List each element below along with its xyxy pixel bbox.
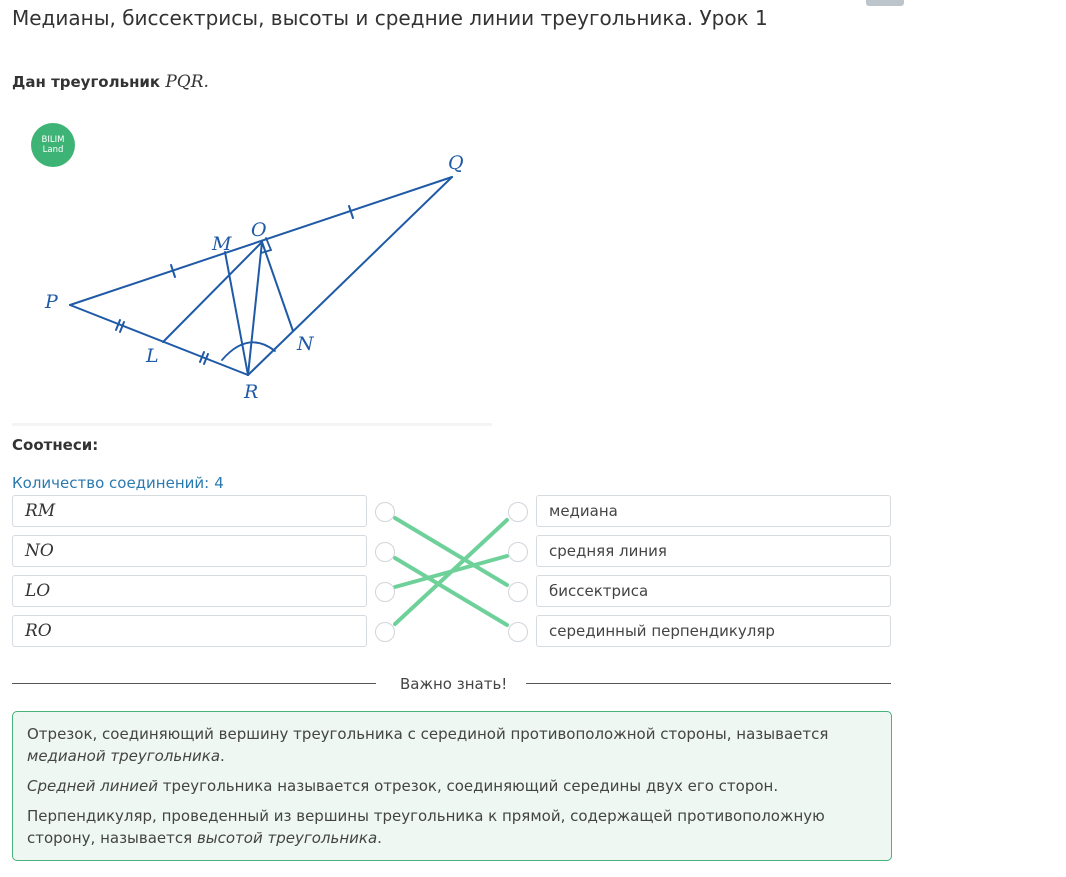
info-p1-term: медианой треугольника <box>27 747 221 765</box>
figure-divider <box>12 423 492 426</box>
connection-no-perpendicular <box>395 558 507 625</box>
info-p1-end: . <box>220 747 225 765</box>
left-item-label: NO <box>25 541 54 561</box>
right-item-median[interactable]: медиана <box>536 495 891 527</box>
left-item-rm[interactable] <box>12 495 367 527</box>
divider-left <box>12 683 376 684</box>
left-item-ro[interactable] <box>12 615 367 647</box>
right-connector-midline[interactable] <box>508 542 528 562</box>
info-p2-text: треугольника называется отрезок, соединяющий середины двух его сторон. <box>162 777 779 795</box>
right-connector-perpendicular-bisector[interactable] <box>508 622 528 642</box>
info-p3-end: . <box>377 829 382 847</box>
segment-no <box>262 242 293 331</box>
info-paragraph-altitude <box>27 805 877 849</box>
label-q: Q <box>448 152 464 174</box>
info-paragraph-median <box>27 723 877 767</box>
connections-label: Количество соединений: <box>12 474 210 492</box>
left-connector-rm[interactable] <box>375 502 395 522</box>
left-connector-lo[interactable] <box>375 582 395 602</box>
info-p3-text: Перпендикуляр, проведенный из вершины треугольника к прямой, содержащей противоположную сторону, называется <box>27 807 825 847</box>
connection-ro-median <box>395 520 507 624</box>
given-triangle-name: PQR. <box>165 72 209 92</box>
segment-rm <box>225 252 248 375</box>
label-o: O <box>251 219 267 241</box>
info-p3-term: высотой треугольника <box>196 829 378 847</box>
label-l: L <box>146 345 159 367</box>
label-n: N <box>297 333 314 355</box>
left-item-no[interactable] <box>12 535 367 567</box>
logo-line2: Land <box>42 145 64 155</box>
info-paragraph-midline <box>27 775 877 797</box>
side-pq <box>70 177 452 305</box>
left-item-label: RO <box>25 621 52 641</box>
connections-count: 4 <box>214 474 224 492</box>
info-p2-term: Средней линией <box>27 777 159 795</box>
left-connector-ro[interactable] <box>375 622 395 642</box>
connections-counter <box>12 474 224 492</box>
top-corner-tab[interactable] <box>866 0 904 6</box>
left-connector-no[interactable] <box>375 542 395 562</box>
left-item-label: LO <box>25 581 51 601</box>
label-m: M <box>212 233 232 255</box>
divider-right <box>526 683 891 684</box>
important-heading: Важно знать! <box>400 675 508 693</box>
left-item-lo[interactable] <box>12 575 367 607</box>
logo-line1: BILIM <box>41 135 65 145</box>
connection-rm-bisector <box>395 518 507 585</box>
segment-ro <box>248 242 262 375</box>
side-pr <box>70 305 248 375</box>
given-prefix: Дан треугольник <box>12 73 161 91</box>
task-instruction: Соотнеси: <box>12 436 99 454</box>
given-statement <box>12 72 209 92</box>
label-p: P <box>45 291 58 313</box>
right-item-midline[interactable]: средняя линия <box>536 535 891 567</box>
triangle-figure <box>12 115 492 425</box>
bilimland-logo <box>31 123 75 167</box>
info-box <box>12 711 892 861</box>
label-r: R <box>244 381 259 403</box>
page-title: Медианы, биссектрисы, высоты и средние линии треугольника. Урок 1 <box>12 6 768 30</box>
right-connector-median[interactable] <box>508 502 528 522</box>
right-item-bisector[interactable]: биссектриса <box>536 575 891 607</box>
right-item-perpendicular-bisector[interactable]: серединный перпендикуляр <box>536 615 891 647</box>
right-connector-bisector[interactable] <box>508 582 528 602</box>
left-item-label: RM <box>25 501 56 521</box>
connection-lo-midline <box>395 556 507 587</box>
info-p1-text: Отрезок, соединяющий вершину треугольника с серединой противоположной стороны, называется <box>27 725 829 743</box>
